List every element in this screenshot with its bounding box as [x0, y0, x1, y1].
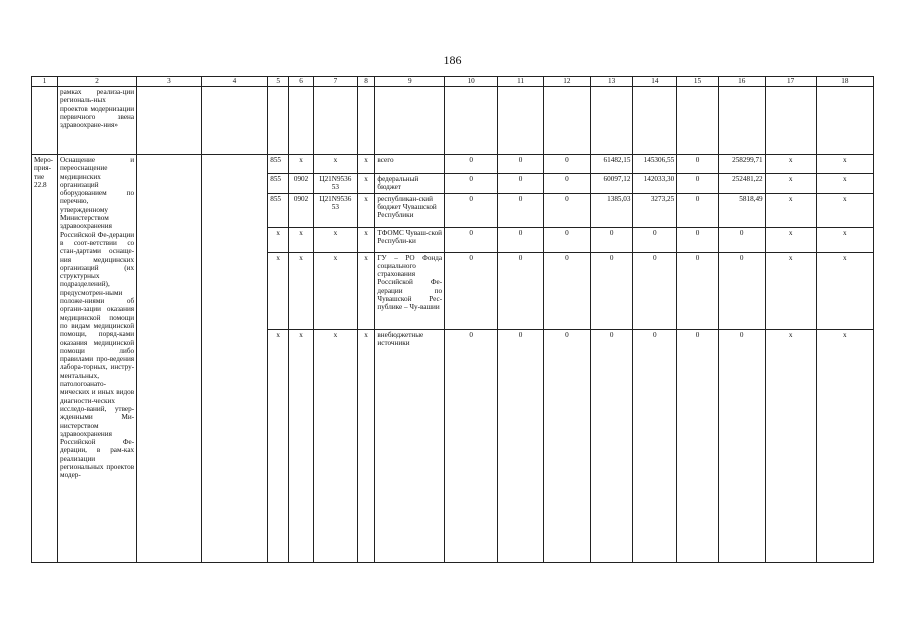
- table-cell: 0: [445, 329, 498, 562]
- table-cell: 0: [633, 227, 677, 252]
- column-header: 11: [498, 77, 544, 87]
- column-header: 18: [816, 77, 873, 87]
- table-cell: 0: [498, 227, 544, 252]
- table-cell: 0: [677, 227, 719, 252]
- funding-source: республикан-ский бюджет Чувашской Республики: [375, 193, 445, 227]
- table-cell: 0902: [289, 174, 314, 194]
- table-cell: 855: [268, 155, 289, 174]
- column-header: 17: [765, 77, 816, 87]
- table-cell: х: [289, 252, 314, 329]
- table-cell: х: [357, 193, 375, 227]
- table-cell: 0: [543, 252, 590, 329]
- table-cell: х: [268, 252, 289, 329]
- table-cell: х: [816, 329, 873, 562]
- page-number: 186: [443, 53, 462, 67]
- column-header: 4: [201, 77, 268, 87]
- table-cell: х: [765, 329, 816, 562]
- column-header: 14: [633, 77, 677, 87]
- column-header: 9: [375, 77, 445, 87]
- table-cell: 0: [633, 329, 677, 562]
- funding-source: ТФОМС Чуваш-ской Республи-ки: [375, 227, 445, 252]
- column-header: 13: [590, 77, 633, 87]
- table-cell: 258299,71: [718, 155, 765, 174]
- table-cell: Ц21N9536 53: [314, 174, 358, 194]
- table-cell: 0: [445, 155, 498, 174]
- table-cell: х: [314, 227, 358, 252]
- table-cell: 0: [677, 329, 719, 562]
- table-cell: 0: [677, 155, 719, 174]
- table-cell: х: [357, 252, 375, 329]
- table-cell: 0: [543, 193, 590, 227]
- table-cell: х: [268, 227, 289, 252]
- column-header: 16: [718, 77, 765, 87]
- table-cell: 0: [498, 155, 544, 174]
- table-cell: 0: [445, 227, 498, 252]
- table-cell: х: [314, 329, 358, 562]
- column-header: 7: [314, 77, 358, 87]
- continuation-text: рамках реализа-ции региональ-ных проектов модернизации первичного звена здравоохране-ния»: [58, 87, 137, 155]
- table-cell: х: [765, 193, 816, 227]
- column-header: 1: [32, 77, 58, 87]
- table-cell: 61482,15: [590, 155, 633, 174]
- table-cell: 0: [445, 252, 498, 329]
- table-cell: 0902: [289, 193, 314, 227]
- column-header: 5: [268, 77, 289, 87]
- budget-table: [31, 76, 874, 563]
- table-cell: х: [816, 174, 873, 194]
- table-cell: 0: [718, 252, 765, 329]
- table-cell: х: [314, 155, 358, 174]
- column-header: 3: [137, 77, 202, 87]
- measure-description: Оснащение и переоснащение медицинских организаций оборудованием по перечню, утвержденному Министерством здравоохранения Российской Фе-дерации в соот-ветствии со стан-дартами оснаще-ния медицинских организаций (их структурных подразделений), предусмотрен-ными положе-ниями об органи-зации оказания медицинской помощи по видам медицинской помощи, поряд-ками оказания медицинской помощи либо правилами про-ведения лабора-торных, инстру-ментальных, патологоанато-мических и иных видов диагности-ческих исследо-ваний, утвер-жденными Ми-нистерством здравоохранения Российской Фе-дерации, в рам-ках реализации региональных проектов модер-: [58, 155, 137, 563]
- table-cell: 1385,03: [590, 193, 633, 227]
- table-cell: Ц21N9536 53: [314, 193, 358, 227]
- table-cell: 855: [268, 174, 289, 194]
- table-cell: х: [816, 252, 873, 329]
- table-cell: 0: [498, 193, 544, 227]
- table-cell: х: [357, 227, 375, 252]
- table-cell: 3273,25: [633, 193, 677, 227]
- table-cell: 0: [498, 174, 544, 194]
- table-cell: х: [357, 174, 375, 194]
- table-cell: х: [289, 329, 314, 562]
- measure-id: Меро-прия-тие 22.8: [32, 155, 58, 563]
- table-cell: х: [765, 174, 816, 194]
- table-cell: 0: [543, 174, 590, 194]
- column-header: 10: [445, 77, 498, 87]
- table-cell: х: [816, 227, 873, 252]
- table-cell: 0: [633, 252, 677, 329]
- table-cell: 0: [677, 252, 719, 329]
- table-cell: 0: [718, 329, 765, 562]
- table-cell: 0: [498, 329, 544, 562]
- table-cell: 0: [677, 193, 719, 227]
- table-cell: 855: [268, 193, 289, 227]
- column-header: 8: [357, 77, 375, 87]
- table-cell: 0: [677, 174, 719, 194]
- table-cell: 142033,30: [633, 174, 677, 194]
- funding-source: всего: [375, 155, 445, 174]
- table-cell: 0: [543, 155, 590, 174]
- table-cell: 0: [498, 252, 544, 329]
- table-cell: х: [289, 155, 314, 174]
- column-header: 12: [543, 77, 590, 87]
- table-cell: 5818,49: [718, 193, 765, 227]
- column-header: 6: [289, 77, 314, 87]
- table-row: [32, 155, 874, 174]
- table-cell: х: [816, 155, 873, 174]
- table-cell: х: [357, 329, 375, 562]
- column-header: 15: [677, 77, 719, 87]
- table-cell: 0: [445, 193, 498, 227]
- table-cell: х: [765, 252, 816, 329]
- funding-source: внебюджетные источники: [375, 329, 445, 562]
- table-cell: х: [816, 193, 873, 227]
- table-cell: 0: [543, 227, 590, 252]
- table-cell: 145306,55: [633, 155, 677, 174]
- table-cell: 0: [590, 227, 633, 252]
- table-cell: 60097,12: [590, 174, 633, 194]
- continuation-row: [32, 87, 874, 155]
- funding-source: федеральный бюджет: [375, 174, 445, 194]
- table-cell: 0: [543, 329, 590, 562]
- column-header-row: [32, 77, 874, 87]
- table-cell: х: [268, 329, 289, 562]
- table-cell: 0: [718, 227, 765, 252]
- table-cell: 0: [590, 252, 633, 329]
- table-cell: 0: [590, 329, 633, 562]
- table-cell: х: [765, 227, 816, 252]
- table-cell: 0: [445, 174, 498, 194]
- table-cell: х: [765, 155, 816, 174]
- table-cell: 252481,22: [718, 174, 765, 194]
- table-cell: х: [357, 155, 375, 174]
- table-cell: х: [289, 227, 314, 252]
- table-cell: х: [314, 252, 358, 329]
- column-header: 2: [58, 77, 137, 87]
- funding-source: ГУ – РО Фонда социального страхования Российской Фе-дерации по Чувашской Рес-публике – Чу-вашии: [375, 252, 445, 329]
